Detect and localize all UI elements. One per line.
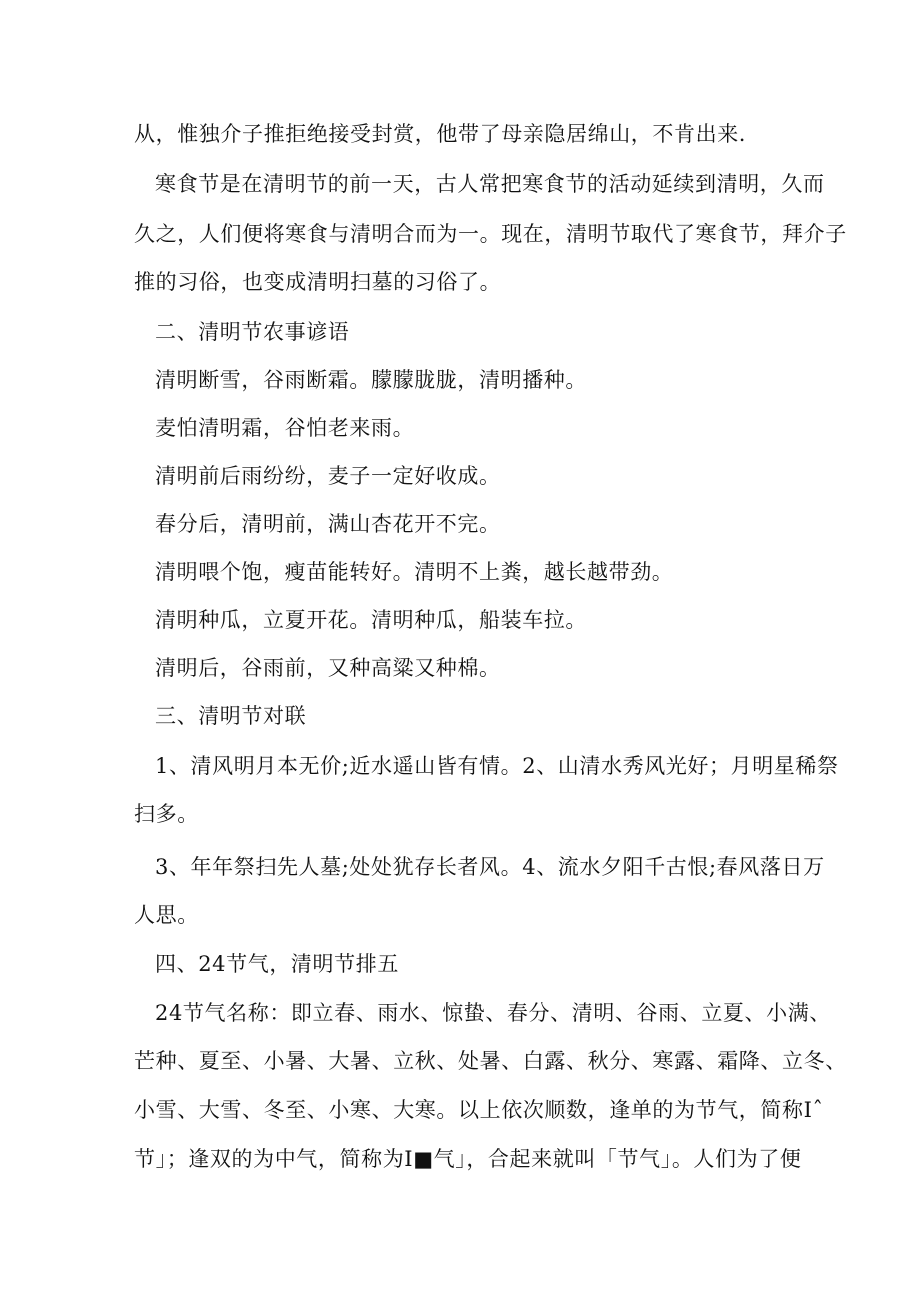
proverb-line: 清明后，谷雨前，又种高粱又种棉。 [155, 656, 501, 680]
text-line: 芒种、夏至、小暑、大暑、立秋、处暑、白露、秋分、寒露、霜降、立冬、 [134, 1049, 847, 1073]
text-line: 久之，人们便将寒食与清明合而为一。现在，清明节取代了寒食节，拜介子 [134, 222, 847, 246]
couplet-line: 1、清风明月本无价;近水遥山皆有情。2、山清水秀风光好；月明星稀祭 [155, 754, 839, 778]
couplet-line: 人思。 [134, 903, 199, 927]
proverb-line: 清明喂个饱，瘦苗能转好。清明不上粪，越长越带劲。 [155, 560, 674, 584]
proverb-line: 清明断雪，谷雨断霜。朦朦胧胧，清明播种。 [155, 368, 587, 392]
couplet-line: 3、年年祭扫先人墓;处处犹存长者风。4、流水夕阳千古恨;春风落日万 [155, 855, 825, 879]
text-line: 节」；逢双的为中气，简称为I■气」，合起来就叫「节气」。人们为了便 [134, 1147, 802, 1171]
proverb-line: 清明前后雨纷纷，麦子一定好收成。 [155, 464, 501, 488]
text-line: 从，惟独介子推拒绝接受封赏，他带了母亲隐居绵山，不肯出来. [134, 122, 747, 146]
proverb-line: 清明种瓜，立夏开花。清明种瓜，船装车拉。 [155, 608, 587, 632]
section-heading: 四、24节气，清明节排五 [155, 952, 399, 976]
couplet-line: 扫多。 [134, 802, 199, 826]
proverb-line: 麦怕清明霜，谷怕老来雨。 [155, 416, 415, 440]
text-line: 推的习俗，也变成清明扫墓的习俗了。 [134, 270, 502, 294]
text-line: 24节气名称：即立春、雨水、惊蛰、春分、清明、谷雨、立夏、小满、 [155, 1001, 831, 1025]
section-heading: 三、清明节对联 [155, 704, 307, 728]
section-heading: 二、清明节农事谚语 [155, 320, 350, 344]
text-line: 寒食节是在清明节的前一天，古人常把寒食节的活动延续到清明，久而 [155, 172, 825, 196]
proverb-line: 春分后，清明前，满山杏花开不完。 [155, 512, 501, 536]
text-line: 小雪、大雪、冬至、小寒、大寒。以上依次顺数，逢单的为节气，简称Iˆ [134, 1098, 824, 1122]
